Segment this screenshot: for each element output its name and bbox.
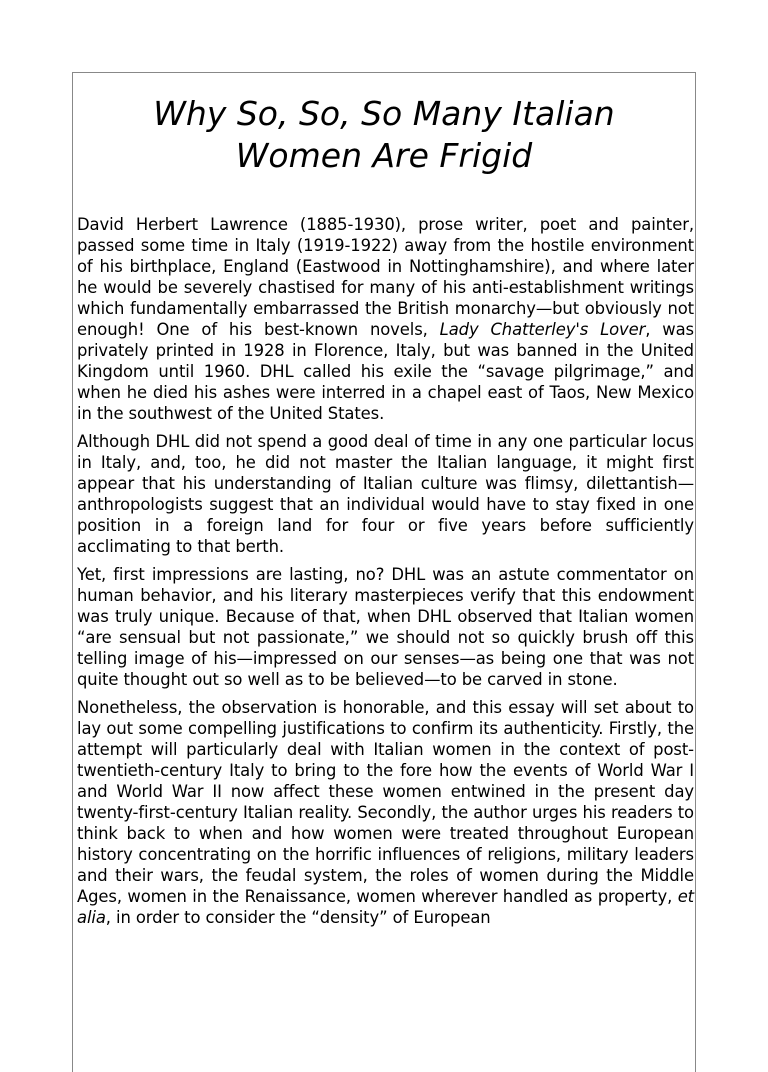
document-page [72,72,696,1072]
paragraph-2: Although DHL did not spend a good deal of time in any one particular locus in Italy, and, too, he did not master the Italian language, it might first appear that his understanding of Italian culture was flimsy, dilettantish—anthropologists suggest that an individual would have to stay fixed in one position in a foreign land for four or five years before sufficiently acclimating to that berth. [77,432,694,556]
paragraph-1-text-b: , was privately printed in 1928 in Florence, Italy, but was banned in the United Kingdom until 1960. DHL called his exile the “savage pilgrimage,” and when he died his ashes were interred in a chapel east of Taos, New Mexico in the southwest of the United States. [77,320,694,423]
title-line-2: Women Are Frigid [235,136,533,175]
latin-et-alia: et alia [77,887,694,927]
paragraph-3: Yet, first impressions are lasting, no? DHL was an astute commentator on human behavior, and his literary masterpieces verify that this endowment was truly unique. Because of that, when DHL observed that Italian women “are sensual but not passionate,” we should not so quickly brush off this telling image of his—impressed on our senses—as being one that was not quite thought out so well as to be believed—to be carved in stone. [77,565,694,689]
paragraph-4-text-a: Nonetheless, the observation is honorable, and this essay will set about to lay out some compelling justifications to confirm its authenticity. Firstly, the attempt will particularly deal with Italian women in the context of post-twentieth-century Italy to bring to the fore how the events of World War I and World War II now affect these women entwined in the present day twenty-first-century Italian reality. Secondly, the author urges his readers to think back to when and how women were treated throughout European history concentrating on the horrific influences of religions, military leaders and their wars, the feudal system, the roles of women during the Middle Ages, women in the Renaissance, women wherever handled as property, [77,698,694,906]
paragraph-4 [77,697,694,928]
paragraph-1 [77,214,694,424]
book-title-lady-chatterley: Lady Chatterley's Lover [439,320,646,339]
document-body [77,214,694,935]
paragraph-1-text-a: David Herbert Lawrence (1885-1930), prose writer, poet and painter, passed some time in Italy (1919-1922) away from the hostile environment of his birthplace, England (Eastwood in Nottinghamshire), and where later he would be severely chastised for many of his anti-establishment writings which fundamentally embarrassed the British monarchy—but obviously not enough! One of his best-known novels, [77,215,694,339]
paragraph-4-text-b: , in order to consider the “density” of European [105,908,491,927]
title-line-1: Why So, So, So Many Italian [153,94,615,133]
document-title [73,93,695,177]
